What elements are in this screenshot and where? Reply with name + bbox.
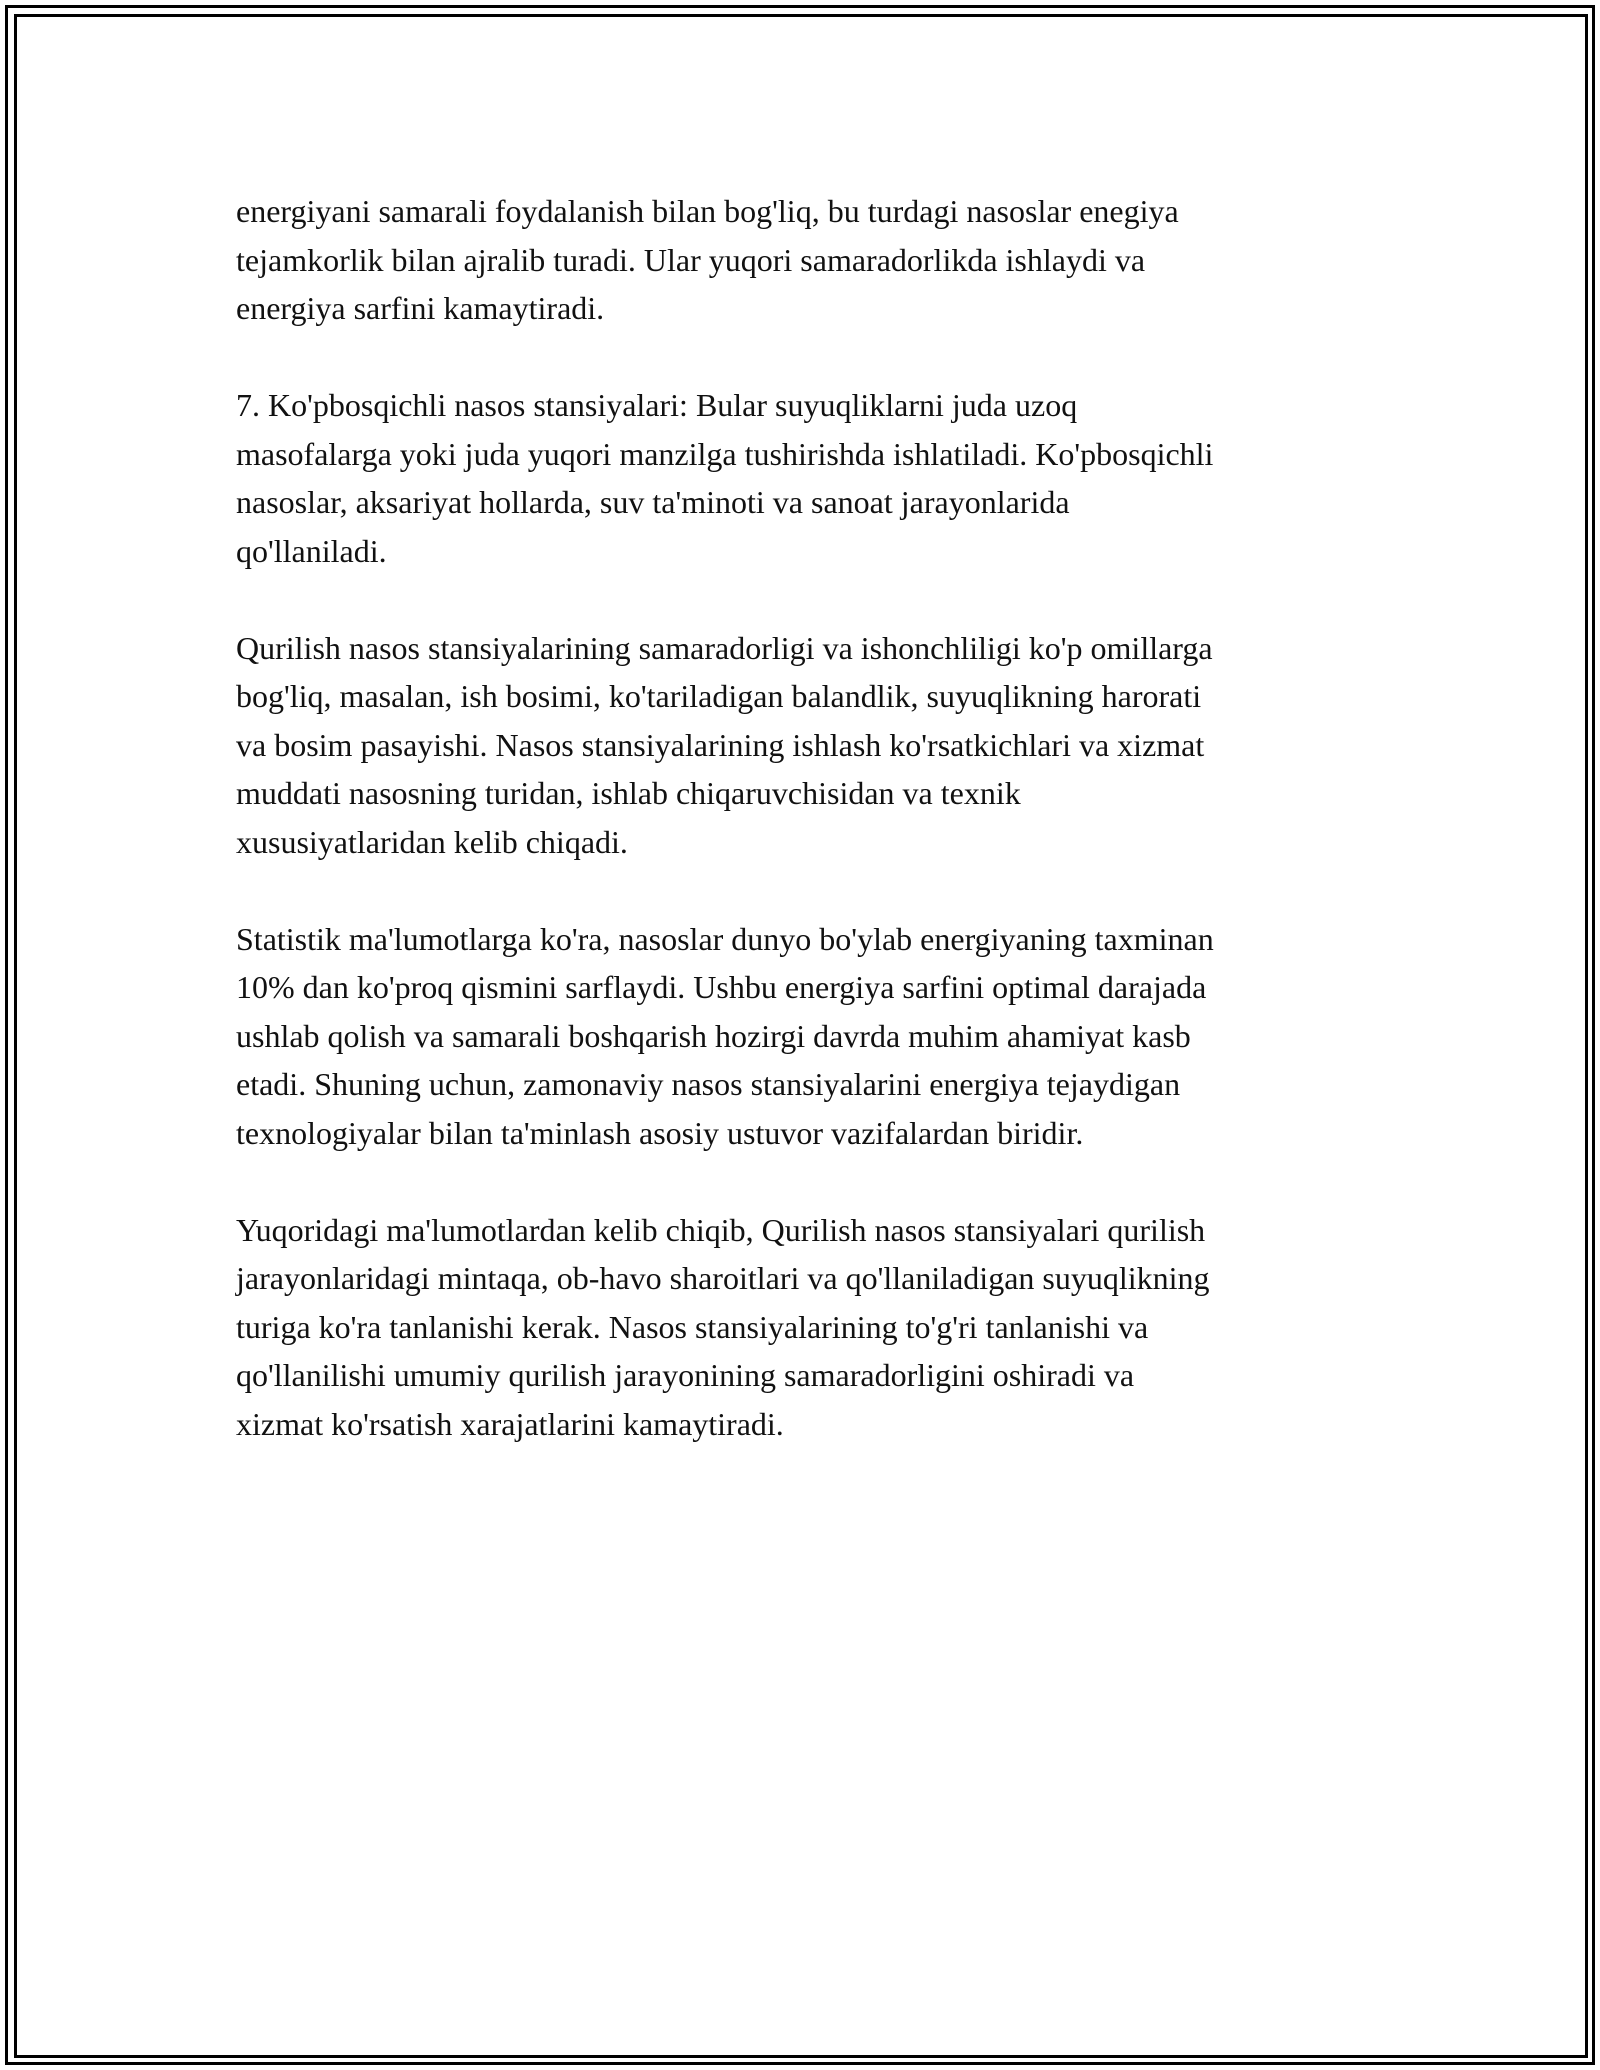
paragraph-3 [236,624,1376,867]
text-line: 7. Ko'pbosqichli nasos stansiyalari: Bular suyuqliklarni juda uzoq [236,387,1078,423]
text-line: ushlab qolish va samarali boshqarish hozirgi davrda muhim ahamiyat kasb [236,1017,1191,1054]
text-line: turiga ko'ra tanlanishi kerak. Nasos stansiyalarining to'g'ri tanlanishi va [236,1308,1149,1345]
text-line: qo'llanilishi umumiy qurilish jarayonining samaradorligini oshiradi va [236,1357,1135,1393]
text-line: masofalarga yoki juda yuqori manzilga tushirishda ishlatiladi. Ko'pbosqichli [236,435,1214,472]
paragraph-4 [236,915,1376,1158]
text-line: jarayonlaridagi mintaqa, ob-havo sharoitlari va qo'llaniladigan suyuqlikning [236,1260,1210,1296]
text-line: xizmat ko'rsatish xarajatlarini kamaytiradi. [236,1405,784,1442]
text-line: Yuqoridagi ma'lumotlardan kelib chiqib, Qurilish nasos stansiyalari qurilish [236,1211,1206,1248]
text-line: 10% dan ko'proq qismini sarflaydi. Ushbu energiya sarfini optimal darajada [236,969,1207,1005]
text-line: texnologiyalar bilan ta'minlash asosiy ustuvor vazifalardan biridir. [236,1114,1084,1151]
text-line: etadi. Shuning uchun, zamonaviy nasos stansiyalarini energiya tejaydigan [236,1066,1181,1102]
paragraph-2 [236,381,1376,575]
paragraph-5 [236,1206,1376,1449]
text-line: muddati nasosning turidan, ishlab chiqaruvchisidan va texnik [236,775,1021,811]
document-body [236,187,1376,1497]
text-line: qo'llaniladi. [236,532,387,569]
text-line: xususiyatlaridan kelib chiqadi. [236,823,628,860]
text-line: energiya sarfini kamaytiradi. [236,290,605,326]
text-line: Statistik ma'lumotlarga ko'ra, nasoslar dunyo bo'ylab energiyaning taxminan [236,920,1214,957]
text-line: energiyani samarali foydalanish bilan bog'liq, bu turdagi nasoslar enegiya [236,193,1179,229]
text-line: nasoslar, aksariyat hollarda, suv ta'minoti va sanoat jarayonlarida [236,484,1070,520]
paragraph-1 [236,187,1376,333]
text-line: bog'liq, masalan, ish bosimi, ko'tariladigan balandlik, suyuqlikning harorati [236,678,1202,714]
text-line: tejamkorlik bilan ajralib turadi. Ular yuqori samaradorlikda ishlaydi va [236,241,1146,278]
text-line: Qurilish nasos stansiyalarining samaradorligi va ishonchliligi ko'p omillarga [236,629,1213,666]
text-line: va bosim pasayishi. Nasos stansiyalarining ishlash ko'rsatkichlari va xizmat [236,726,1205,763]
